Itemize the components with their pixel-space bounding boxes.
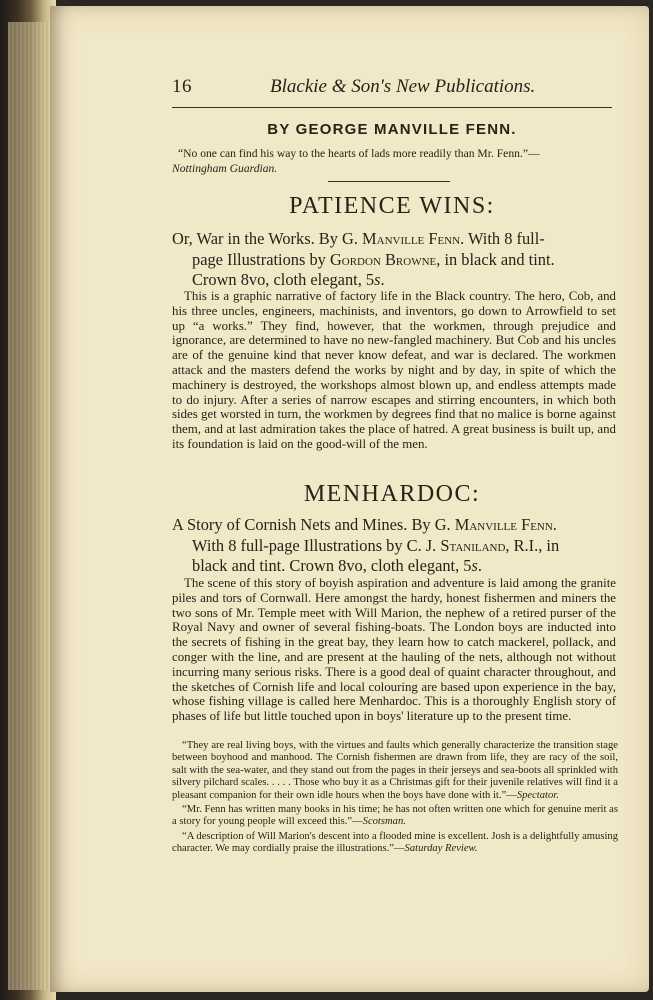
subtitle-line — [172, 250, 612, 271]
book-title-patience-wins: PATIENCE WINS: — [289, 193, 495, 219]
running-head — [172, 76, 612, 102]
subtitle-text: . — [552, 515, 557, 534]
description-paragraph: The scene of this story of boyish aspiration and adventure is laid among the granite piles and tors of Cornwall. Here amongst the hardy, honest fishermen and miners the two sons of Mr. Temple meet with Will Marion, the nephew of a retired purser of the Royal Navy and owner of several fishing-boats. The London boys are inducted into the secrets of fishing in the great bay, they learn how to catch mackerel, pollack, and conger with the line, and are present at the hauling of the nets, although not without incurring many serious risks. There is a good deal of quaint character throughout, and the sketches of Cornish life and local colouring are based upon experience in the bay, whose fishing village is called here Menhardoc. This is a thoroughly English story of phases of life but little touched upon in boys' literature up to the present time. — [172, 576, 616, 724]
subtitle-text: Or, War in the Works. By G. — [172, 229, 363, 248]
subtitle-line — [172, 515, 612, 536]
book-subtitle-patience-wins — [172, 229, 612, 291]
running-title: Blackie & Son's New Publications. — [270, 76, 536, 97]
review-source: Scotsman. — [362, 816, 406, 828]
subtitle-text: , in black and tint. — [436, 249, 555, 269]
subtitle-text: Crown 8vo, cloth elegant, 5 — [192, 270, 375, 289]
review-quotes — [172, 740, 618, 858]
subtitle-name: Manville Fenn — [454, 515, 553, 534]
book-title-menhardoc: MENHARDOC: — [303, 481, 481, 507]
review-text: “A description of Will Marion's descent into a flooded mine is excellent. Josh is a delightfully amusing character. We may cordially praise the illustrations.”— — [172, 830, 618, 855]
page-edges — [8, 22, 54, 990]
page-number: 16 — [172, 76, 192, 97]
subtitle-text: . With 8 full- — [460, 229, 545, 248]
subtitle-line — [172, 536, 612, 557]
author-quote — [172, 146, 612, 176]
subtitle-italic: s — [471, 556, 478, 575]
book-subtitle-menhardoc — [172, 515, 612, 577]
section-rule — [328, 181, 450, 182]
subtitle-name: Gordon Browne — [329, 249, 437, 269]
subtitle-text: . — [477, 556, 482, 575]
review-text: “They are real living boys, with the virtues and faults which generally characterize the transition stage between boyhood and manhood. The Cornish fishermen are drawn from life, they are racy of the soil, salt with the sea-water, and they stand out from the pages in their jerseys and sea-boots all sprinkled with silvery pilchard scales. . . . . Those who buy it as a Christmas gift for their juvenile relatives will find it a pleasant companion for their own idle hours when the boys have done with it.”— — [172, 740, 618, 801]
book-description-menhardoc — [172, 576, 616, 724]
subtitle-text: With 8 full-page Illustrations by C. J. — [192, 535, 441, 555]
review-source: Saturday Review. — [404, 843, 478, 855]
subtitle-text: , R.I., in — [505, 535, 560, 555]
review-quote — [172, 804, 618, 829]
subtitle-text: A Story of Cornish Nets and Mines. By G. — [172, 515, 455, 534]
author-quote-source: Nottingham Guardian. — [172, 162, 278, 175]
review-source: Spectator. — [516, 789, 559, 801]
subtitle-line — [172, 556, 612, 577]
description-paragraph: This is a graphic narrative of factory life in the Black country. The hero, Cob, and his three uncles, engineers, machinists, and inventors, go down to Arrowfield to set up “a works.” They find, however, that the workmen, through prejudice and ignorance, are determined to have no new-fangled machinery. But Cob and his uncles are of the genuine kind that never know defeat, and war is declared. The workmen attack and the masters defend the works by night and by day, in spite of which the machinery is destroyed, the workshops almost blown up, and endless attempts made to do injury. After a series of narrow escapes and stirring encounters, in which both sides get worsted in turn, the workmen by degrees find that no malice is borne against them, and at last admiration takes the place of hatred. A great business is built up, and its foundation is laid on the good-will of the men. — [172, 289, 616, 451]
subtitle-text: page Illustrations by — [192, 249, 330, 269]
header-rule — [172, 107, 612, 108]
subtitle-text: . — [380, 270, 385, 289]
author-heading: BY GEORGE MANVILLE FENN. — [267, 121, 517, 138]
review-quote — [172, 831, 618, 856]
subtitle-italic: s — [374, 270, 381, 289]
subtitle-line — [172, 270, 612, 291]
book-description-patience-wins — [172, 289, 616, 452]
subtitle-name: Staniland — [440, 535, 506, 555]
subtitle-name: Manville Fenn — [362, 229, 461, 248]
subtitle-text: black and tint. Crown 8vo, cloth elegant, 5 — [192, 556, 472, 575]
review-text: “Mr. Fenn has written many books in his time; he has not often written one which for genuine merit as a story for young people will exceed this.”— — [172, 804, 618, 828]
review-quote — [172, 740, 618, 802]
subtitle-line — [172, 229, 612, 250]
author-quote-text: “No one can find his way to the hearts of lads more readily than Mr. Fenn.”— — [178, 147, 540, 160]
